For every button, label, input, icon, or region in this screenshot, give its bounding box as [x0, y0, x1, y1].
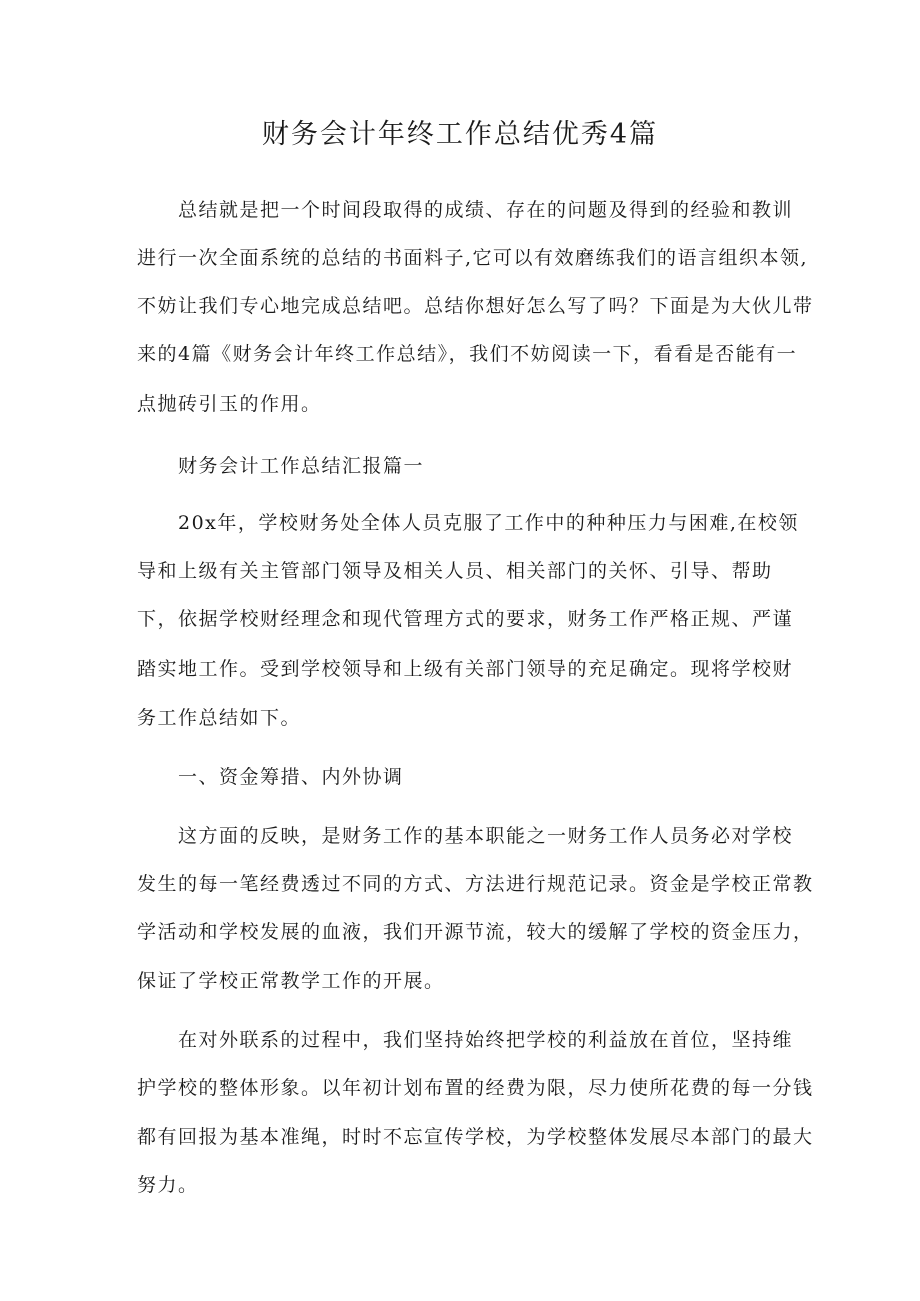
para2-line-3: 学活动和学校发展的血液，我们开源节流，较大的缓解了学校的资金压力，: [137, 921, 814, 943]
intro-line-4: 来的4篇《财务会计年终工作总结》，我们不妨阅读一下，看看是否能有一: [137, 343, 798, 365]
para1-line-5: 务工作总结如下。: [137, 707, 302, 729]
para1-line-1: 20x年，学校财务处全体人员克服了工作中的种种压力与困难,在校领: [178, 512, 799, 534]
para1-line-3: 下，依据学校财经理念和现代管理方式的要求，财务工作严格正规、严谨: [137, 608, 794, 630]
intro-line-2: 进行一次全面系统的总结的书面料子,它可以有效磨练我们的语言组织本领,: [137, 247, 809, 269]
para2-line-2: 发生的每一笔经费透过不同的方式、方法进行规范记录。资金是学校正常教: [137, 873, 814, 895]
document-title: 财务会计年终工作总结优秀4篇: [261, 119, 659, 150]
para2-line-1: 这方面的反映，是财务工作的基本职能之一财务工作人员务必对学校: [178, 825, 794, 847]
para2-line-4: 保证了学校正常教学工作的开展。: [137, 970, 445, 992]
intro-line-3: 不妨让我们专心地完成总结吧。总结你想好怎么写了吗？下面是为大伙儿带: [137, 295, 814, 317]
para3-line-2: 护学校的整体形象。以年初计划布置的经费为限，尽力使所花费的每一分钱: [137, 1077, 814, 1099]
para1-line-2: 导和上级有关主管部门领导及相关人员、相关部门的关怀、引导、帮助: [137, 560, 773, 582]
section-heading-1: 财务会计工作总结汇报篇一: [178, 455, 425, 477]
para3-line-4: 努力。: [137, 1174, 199, 1196]
subheading-1: 一、资金筹措、内外协调: [178, 766, 404, 788]
intro-line-1: 总结就是把一个时间段取得的成绩、存在的问题及得到的经验和教训: [178, 199, 794, 221]
intro-line-5: 点抛砖引玉的作用。: [137, 393, 322, 415]
para1-line-4: 踏实地工作。受到学校领导和上级有关部门领导的充足确定。现将学校财: [137, 658, 794, 680]
para3-line-3: 都有回报为基本准绳，时时不忘宣传学校，为学校整体发展尽本部门的最大: [137, 1126, 814, 1148]
para3-line-1: 在对外联系的过程中，我们坚持始终把学校的利益放在首位，坚持维: [178, 1029, 794, 1051]
